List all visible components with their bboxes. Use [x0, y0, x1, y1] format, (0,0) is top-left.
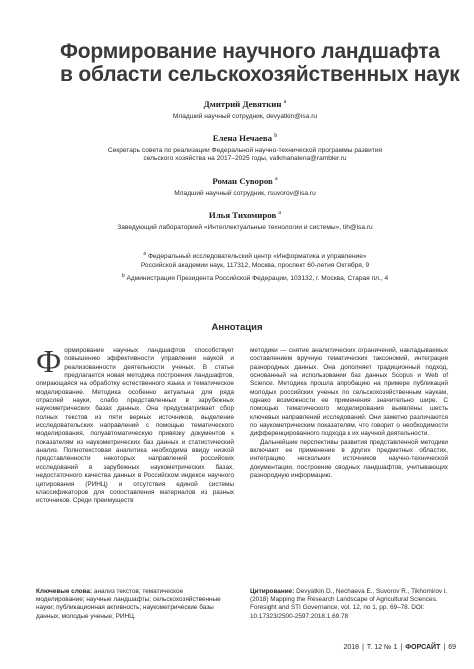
- author-info: Младший научный сотрудник, rsuvorov@isa.ru: [174, 189, 316, 197]
- author-block-nechaeva: [80, 131, 410, 164]
- affiliation-mark: b: [121, 273, 125, 279]
- author-info-line-1: Секретарь совета по реализации Федеральной научно-технической программы развития: [107, 146, 383, 154]
- footer-separator: |: [362, 644, 364, 651]
- footer-separator: |: [443, 644, 446, 651]
- author-name: Дмитрий Девяткин: [203, 98, 282, 109]
- affiliation-mark: a: [283, 99, 287, 105]
- author-block-suvorov: [80, 174, 410, 198]
- author-info-line-2: сельского хозяйства на 2017–2025 годы, valkmanalena@rambler.ru: [143, 155, 347, 163]
- abstract-paragraph: методики — снятие аналитических ограничений, накладываемых составлением вручную тематических таксономий, интеграция разнородных данных. Она дополняет традиционный подход, основанный на использовании баз данных Scopus и Web of Science. Методика прошла апробацию на примере публикаций молодых российских ученых по сельскохозяйственным наукам, однако возможности ее применения значительно шире. С помощью тематического моделирования выявлены шесть ключевых направлений исследований. Они заметно различаются по наукометрическим показателям, что говорит о необходимости дифференцированного подхода к их научной деятельности.: [250, 347, 448, 438]
- article-title: [60, 40, 460, 86]
- author-name: Илья Тихомиров: [208, 209, 277, 220]
- affiliation-mark: a: [274, 176, 278, 182]
- title-line-1: Формирование научного ландшафта: [60, 40, 440, 63]
- footer-journal: ФОРСАЙТ: [405, 644, 441, 651]
- page-number: 69: [448, 644, 456, 651]
- abstract-heading: Аннотация: [211, 322, 263, 333]
- affiliation-b: [90, 272, 420, 284]
- abstract-column-left: [36, 343, 234, 506]
- author-info: Заведующий лабораторией «Интеллектуальные технологии и системы», tih@isa.ru: [117, 223, 373, 231]
- footer-separator: |: [400, 644, 403, 651]
- keywords-text: анализ текстов; тематическое моделирование; научные ландшафты; сельскохозяйственные науки; публикационная активность; наукометрические базы данных; молодые ученые; РИНЦ.: [36, 588, 221, 620]
- affiliation-mark: a: [278, 210, 282, 216]
- author-name: Елена Нечаева: [212, 132, 273, 143]
- citation-label: Цитирование:: [250, 588, 295, 595]
- keywords-label: Ключевые слова:: [36, 588, 93, 595]
- author-block-devyatkin: [80, 97, 410, 121]
- affiliation-mark: b: [274, 133, 278, 139]
- affiliation-a-line-2: Российской академии наук, 117312, Москва, проспект 60-летия Октября, 9: [140, 261, 370, 269]
- abstract-paragraph: ормирование научных ландшафтов способствует повышению эффективности управления наукой и реализованности деятельности ученых. В статье предлагается новая методика построения ландшафтов, опирающаяся на обработку естественного языка и тематическое моделирование. Методика особенно актуальна для ряда отраслей науки, слабо представленных в зарубежных наукометрических базах данных. Она предусматривает сбор полных текстов из пяти верных источников, выделение исследовательских направлений с помощью тематического моделирования, полуавтоматическую привязку документов к показателям из наукометрических баз данных и статистический анализ. Полнотекстовая аналитика необходима ввиду низкой представленности некоторых направлений российских исследований в зарубежных наукометрических базах, недостаточного качества данных в Российском индексе научного цитирования (РИНЦ) и отсутствия единой системы классификаторов для сопоставления материалов из разных источников. Среди преимуществ: [36, 347, 234, 505]
- author-name: Роман Суворов: [212, 175, 273, 186]
- abstract-paragraph: Дальнейшие перспективы развития представленной методики включают ее применение в других предметных областях, интеграцию нескольких источников научно-технической документации, построение сводных ландшафтов, учитывающих разнородную информацию.: [250, 438, 448, 480]
- title-line-2: в области сельскохозяйственных наук: [60, 63, 460, 86]
- drop-cap: Ф: [36, 343, 62, 379]
- affiliation-a: [90, 250, 420, 270]
- abstract-column-right: [250, 347, 448, 481]
- affiliation-mark: a: [143, 251, 147, 257]
- citation-text: Devyatkin D., Nechaeva E., Suvorov R., Tikhomirov I. (2018) Mapping the Research Landscape of Agricultural Sciences. Foresight and STI Governance, vol. 12, no 1, pp. 69–78. DOI: 10.17323/2500-2597.2018.1.69.78: [250, 588, 448, 620]
- keywords: [36, 588, 232, 621]
- footer-issue: Т. 12 № 1: [366, 644, 398, 651]
- page-footer: [344, 644, 457, 651]
- affiliation-b-line: Администрация Президента Российской Федерации, 103132, г. Москва, Старая пл., 4: [126, 275, 389, 283]
- author-block-tikhomirov: [80, 208, 410, 232]
- footer-year: 2018: [343, 644, 360, 651]
- citation: [250, 588, 450, 621]
- author-info: Младший научный сотрудник, devyatkin@isa.ru: [172, 112, 318, 120]
- affiliation-a-line-1: Федеральный исследовательский центр «Информатика и управление»: [148, 253, 367, 261]
